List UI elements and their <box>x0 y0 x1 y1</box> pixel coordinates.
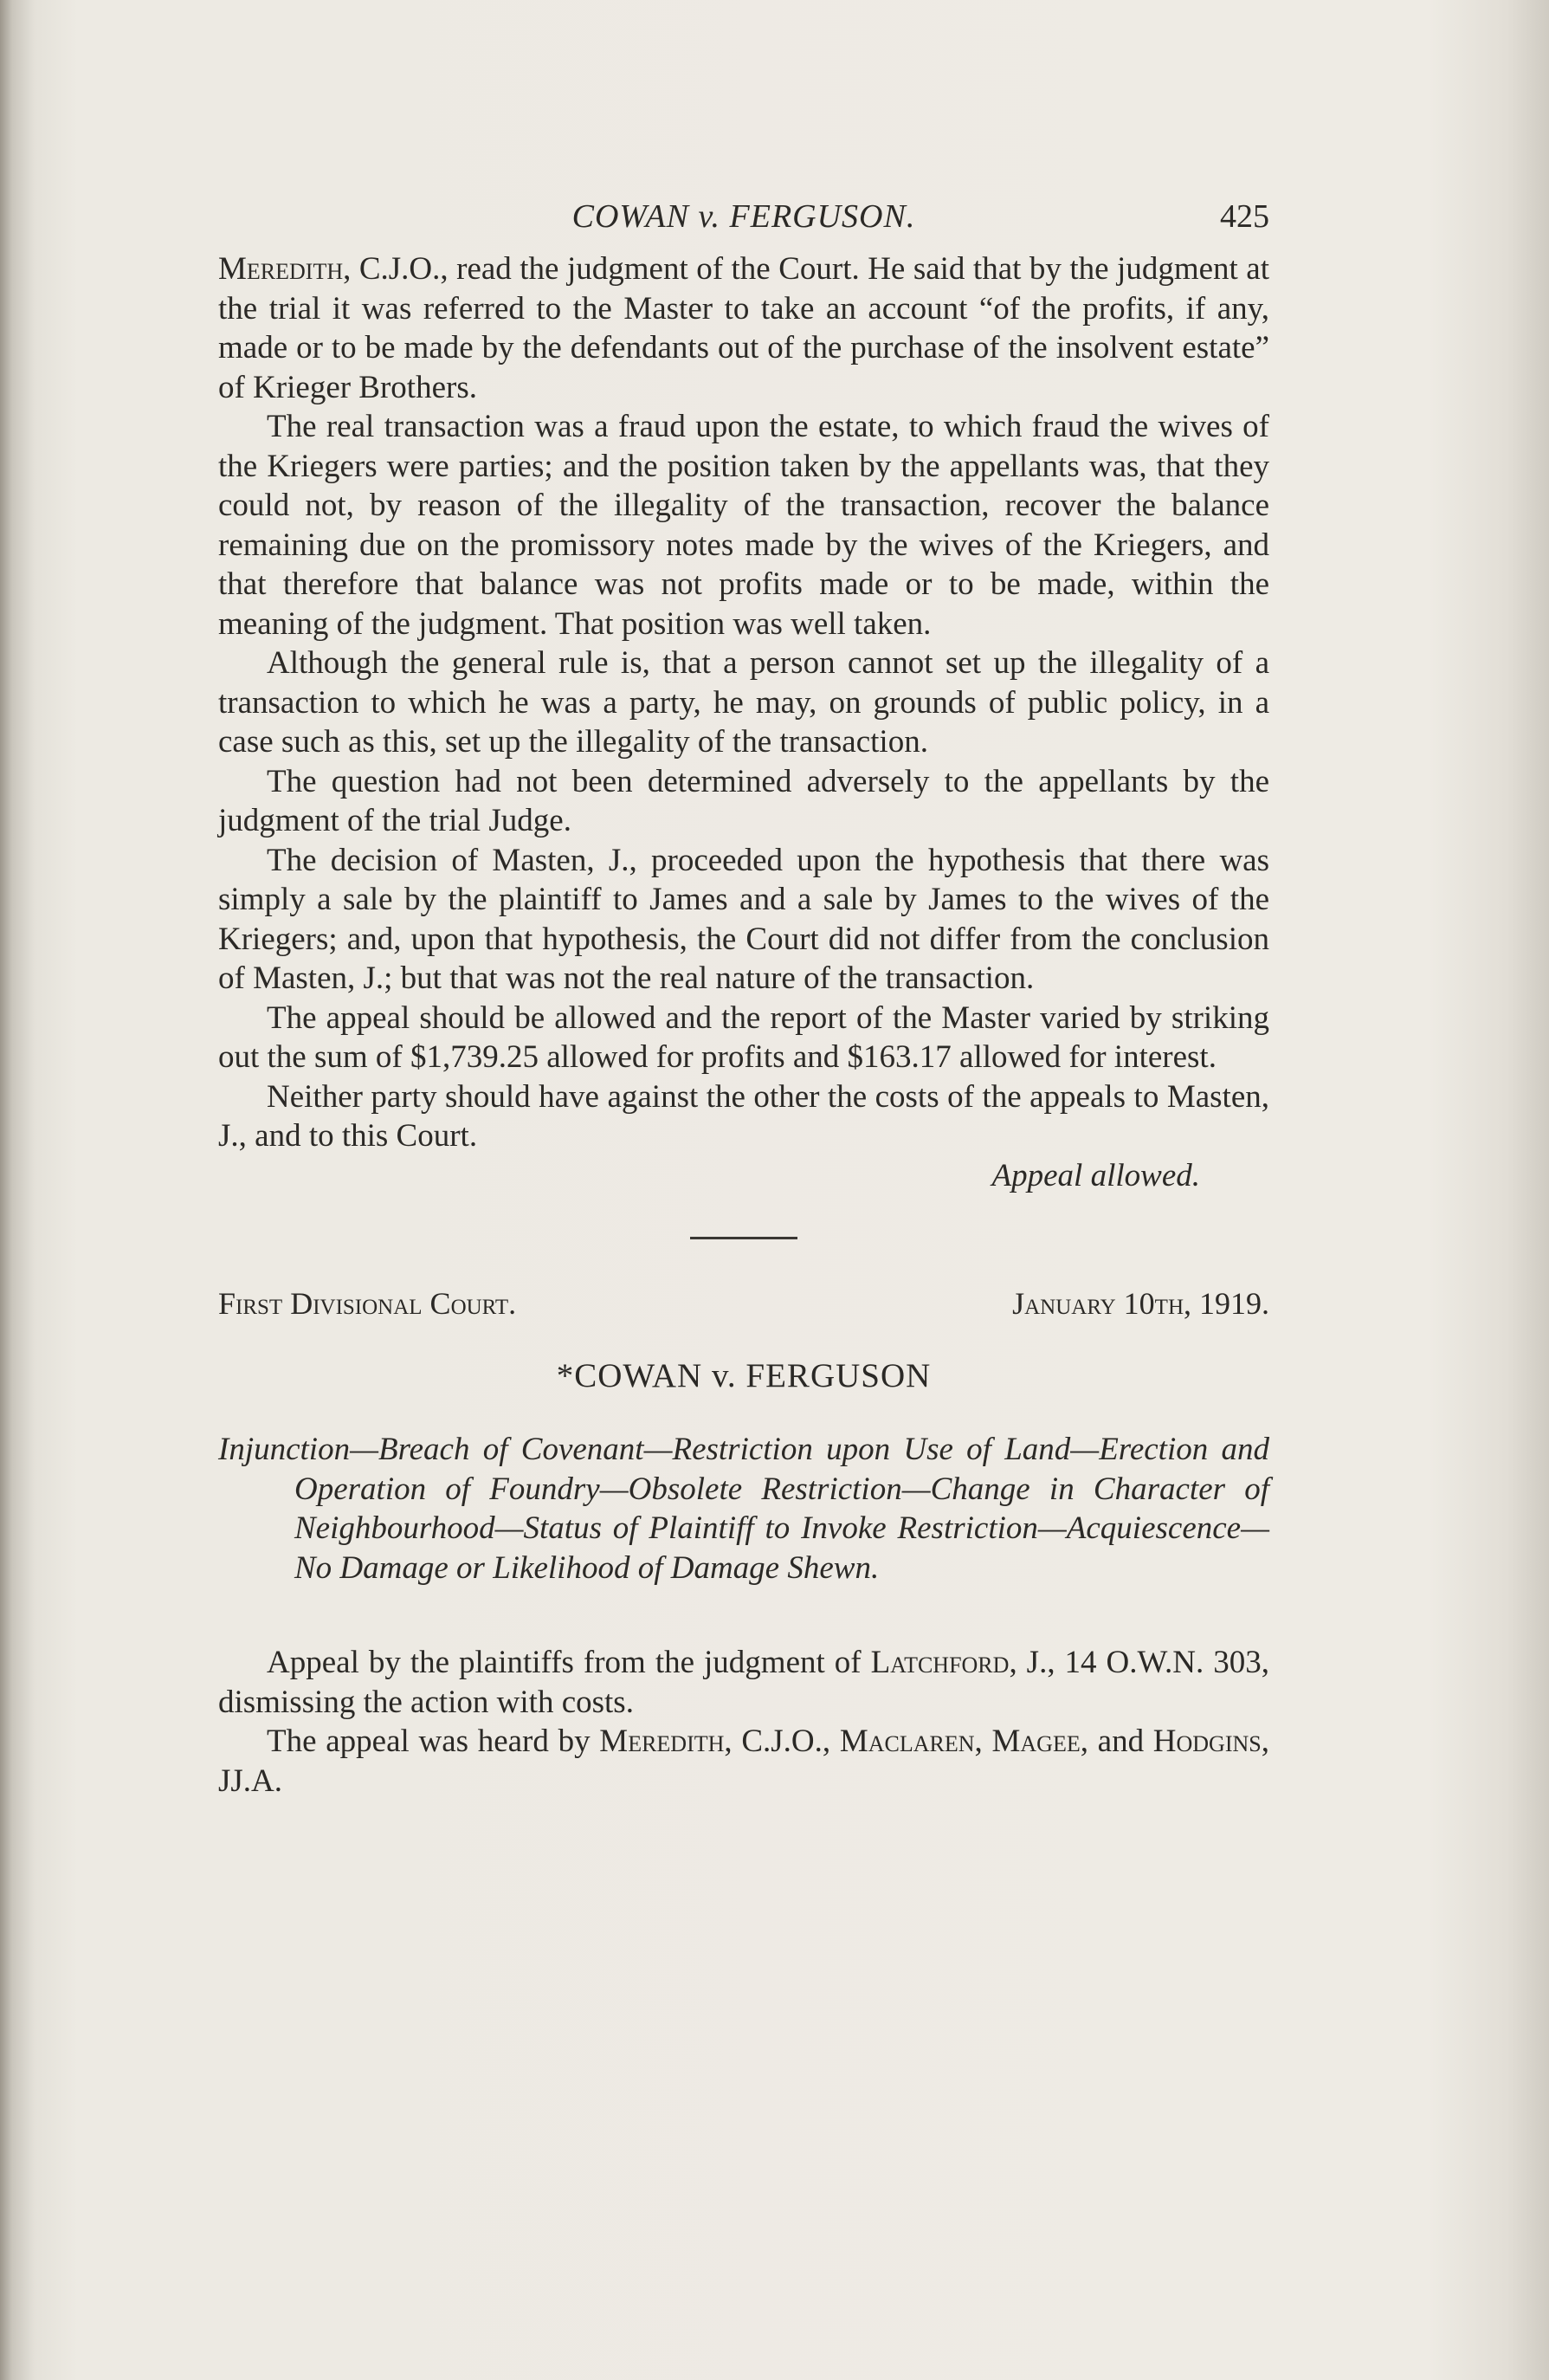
heard-text-3: , and <box>1080 1724 1153 1759</box>
decision-date: January 10th, 1919. <box>1012 1286 1269 1321</box>
appeal-judge-name: Latchford <box>870 1645 1010 1680</box>
court-date-line <box>218 1284 1269 1323</box>
heard-text-2: , C.J.O., <box>724 1724 840 1759</box>
paragraph-fraud: The real transaction was a fraud upon the estate, to which fraud the wives of the Kriegers were parties; and the position taken by the appellants was, that they could not, by reason of the illegality of the transaction, recover the balance remaining due on the promissory notes made by the wives of the Kriegers, and that therefore that balance was not profits made or to be made, within the meaning of the judgment. That position was well taken. <box>218 409 1269 642</box>
opening-judge-name: Meredith <box>218 251 344 287</box>
court-name: First Divisional Court. <box>218 1286 517 1321</box>
heard-text-end: , JJ.A. <box>218 1724 1269 1799</box>
opening-paragraph <box>218 249 1269 407</box>
running-title: COWAN v. FERGUSON. <box>571 198 916 235</box>
opening-text: , C.J.O., read the judgment of the Court. He said that by the judgment at the trial it was referred to the Master to take an account “of the profits, if any, made or to be made by the defendants out of the purchase of the insolvent estate” of Krieger Brothers. <box>218 251 1269 405</box>
headnote: Injunction—Breach of Covenant—Restriction upon Use of Land—Erection and Operation of Foundry—Obsolete Restriction—Change in Character of Neighbourhood—Status of Plaintiff to Invoke Restriction—Acquiescence—No Damage or Likelihood of Damage Shewn. <box>218 1432 1269 1586</box>
heard-judge-1: Meredith <box>599 1724 725 1759</box>
paragraph-costs: Neither party should have against the other the costs of the appeals to Masten, J., and to this Court. <box>218 1078 1269 1154</box>
appeal-text-start: Appeal by the plaintiffs from the judgment of <box>267 1645 871 1680</box>
page-number: 425 <box>1220 198 1269 235</box>
paragraph-question: The question had not been determined adversely to the appellants by the judgment of the trial Judge. <box>218 763 1269 838</box>
paragraph-general-rule: Although the general rule is, that a person cannot set up the illegality of a transaction to which he was a party, he may, on grounds of public policy, in a case such as this, set up the illegality of the transaction. <box>218 645 1269 760</box>
appeal-paragraph <box>218 1643 1269 1722</box>
case-title: *COWAN v. FERGUSON <box>556 1357 932 1394</box>
appeal-text-end: , J., 14 O.W.N. 303, dismissing the action with costs. <box>218 1645 1270 1720</box>
disposition: Appeal allowed. <box>991 1157 1200 1193</box>
running-header <box>218 197 1269 249</box>
heard-judge-2: Maclaren, Magee <box>839 1724 1081 1759</box>
section-divider <box>690 1237 797 1239</box>
paragraph-appeal-allowed: The appeal should be allowed and the report of the Master varied by striking out the sum of $1,739.25 allowed for profits and $163.17 allowed for interest. <box>218 999 1269 1075</box>
paragraph-decision: The decision of Masten, J., proceeded upon the hypothesis that there was simply a sale by the plaintiff to James and a sale by James to the wives of the Kriegers; and, upon that hypothesis, the Court did not differ from the conclusion of Masten, J.; but that was not the real nature of the transaction. <box>218 842 1269 996</box>
heard-text-start: The appeal was heard by <box>267 1724 600 1759</box>
page-content <box>218 197 1269 1801</box>
heard-paragraph <box>218 1722 1269 1801</box>
heard-judge-3: Hodgins <box>1152 1724 1262 1759</box>
